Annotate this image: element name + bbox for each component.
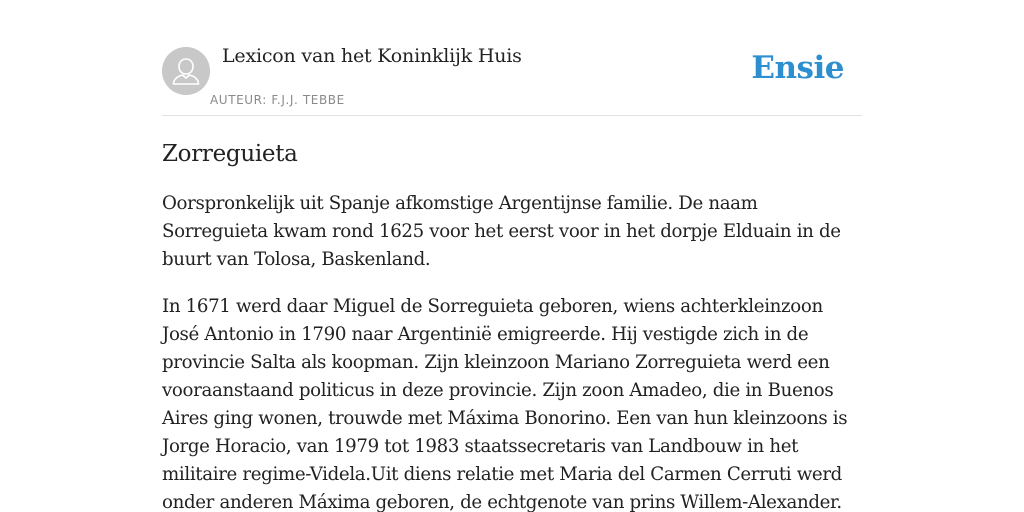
article-paragraph: Oorspronkelijk uit Spanje afkomstige Argentijnse familie. De naam Sorreguieta kwam rond 1625 voor het eerst voor in het dorpje Elduain in de buurt van Tolosa, Baskenland. <box>162 193 841 270</box>
author-label: AUTEUR: <box>210 93 267 107</box>
author-line <box>210 93 345 107</box>
author-avatar[interactable] <box>162 47 210 95</box>
article-title: Zorreguieta <box>162 141 298 167</box>
ensie-logo[interactable]: Ensie <box>751 50 844 86</box>
article-body <box>162 138 864 512</box>
article-paragraph: In 1671 werd daar Miguel de Sorreguieta geboren, wiens achterkleinzoon José Antonio in 1790 naar Argentinië emigreerde. Hij vestigde zich in de provincie Salta als koopman. Zijn kleinzoon Mariano Zorreguieta werd een vooraanstaand politicus in deze provincie. Zijn zoon Amadeo, die in Buenos Aires ging wonen, trouwde met Máxima Bonorino. Een van hun kleinzoons is Jorge Horacio, van 1979 tot 1983 staatssecretaris van Landbouw in het militaire regime-Videla.Uit diens relatie met Maria del Carmen Cerruti werd onder anderen Máxima geboren, de echtgenote van prins Willem-Alexander. <box>162 296 848 512</box>
article-header <box>162 0 862 116</box>
publication-title[interactable]: Lexicon van het Koninklijk Huis <box>222 45 522 67</box>
author-name[interactable]: F.J.J. TEBBE <box>271 93 345 107</box>
user-icon <box>162 47 210 95</box>
